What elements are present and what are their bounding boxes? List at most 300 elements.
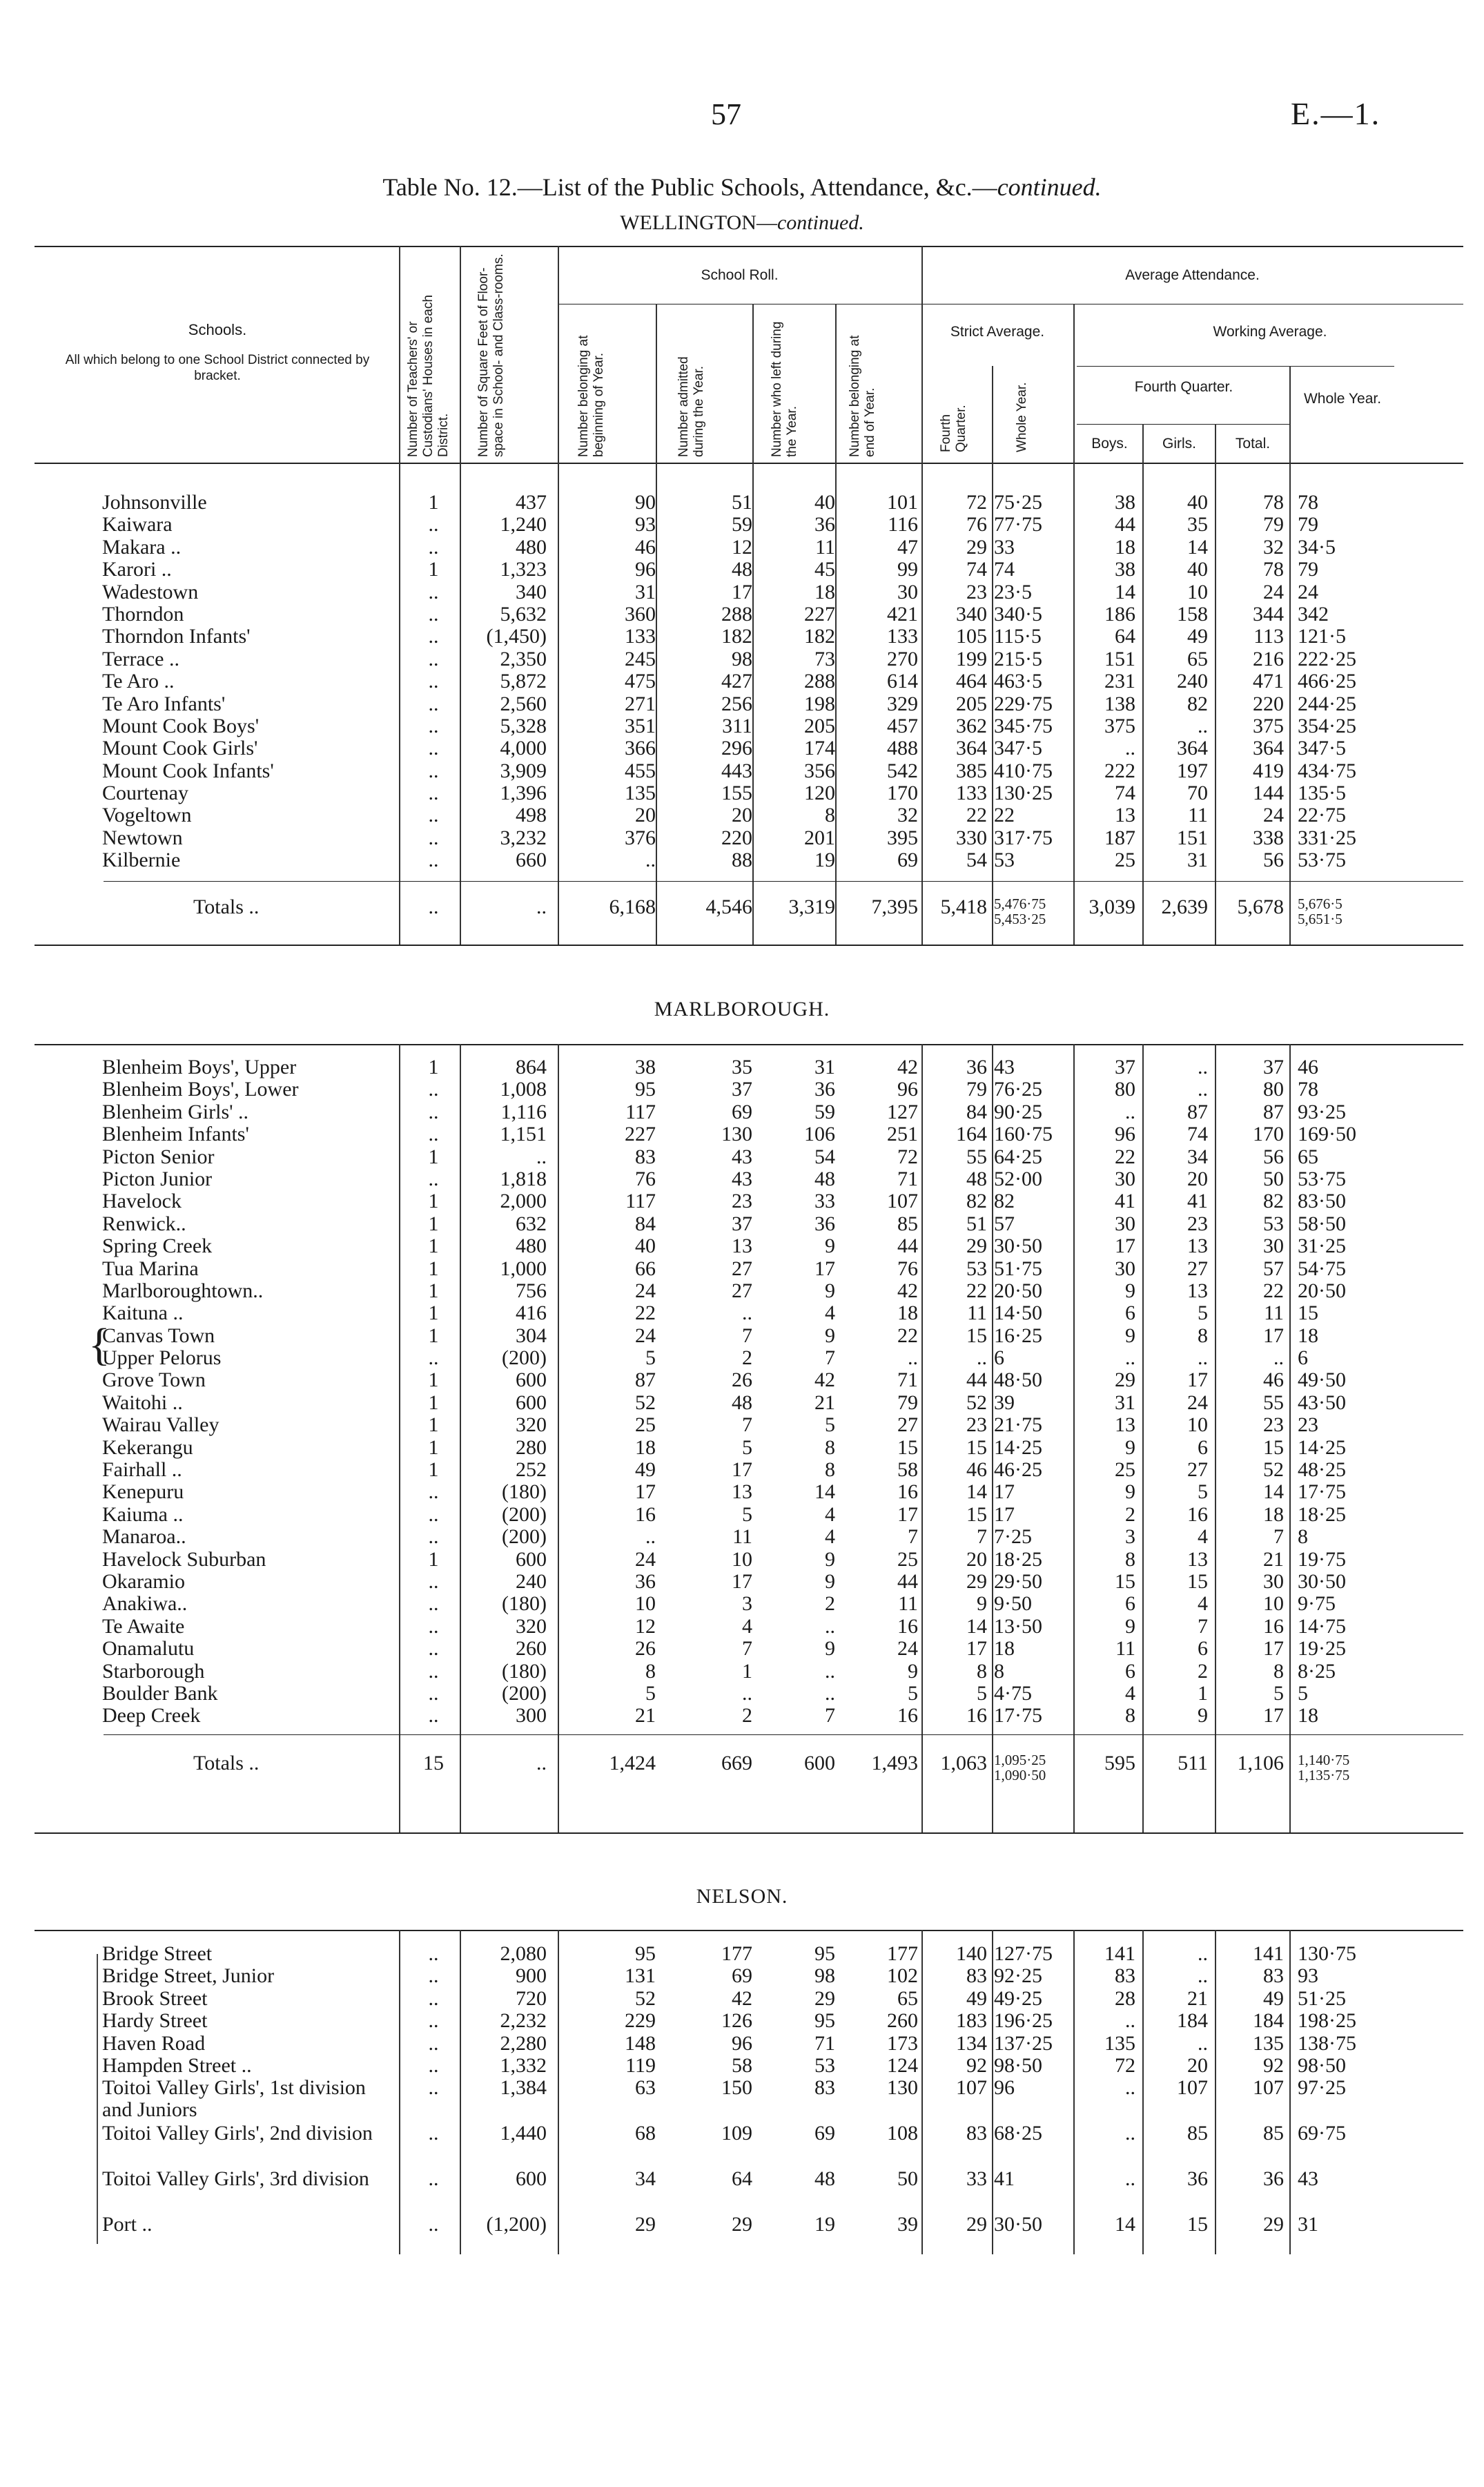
cell-sq: 107 [956,2076,987,2100]
cell-sy: 98·50 [994,2053,1042,2077]
table-row [0,581,1484,603]
cell-sq: 15 [966,1435,987,1459]
cell-a: 5 [742,1502,752,1526]
cell-f: 1,240 [500,513,547,536]
cell-b: 31 [635,580,656,603]
cell-l: 48 [814,2167,835,2191]
cell-f: (180) [502,1480,547,1504]
cell-h: .. [428,714,439,737]
cell-h: .. [428,1592,439,1616]
table-title-main: Table No. 12.—List of the Public Schools, Attendance, &c.— [382,173,997,201]
table-row [0,804,1484,826]
wellington-totals [0,896,1484,938]
cell-wt: 79 [1263,513,1284,536]
cell-wt: 78 [1263,558,1284,581]
cell-wb: 31 [1115,1391,1135,1414]
cell-sy: 229·75 [994,692,1053,715]
cell-b: 18 [635,1435,656,1459]
cell-a: 59 [732,513,752,536]
cell-wt: 23 [1263,1413,1284,1437]
cell-sq: 79 [966,1078,987,1101]
cell-sy: 43 [994,1056,1015,1078]
cell-a: 427 [721,670,752,693]
cell-wt: 30 [1263,1235,1284,1258]
cell-wy: 198·25 [1298,2009,1356,2033]
cell-b: .. [645,1525,656,1549]
total-sy2: 5,453·25 [994,911,1046,927]
cell-sy: 33 [994,535,1015,559]
cell-l: 19 [814,2213,835,2236]
cell-sy: 17 [994,1502,1015,1526]
total-header: Total. [1235,436,1271,452]
cell-e: 17 [897,1502,918,1526]
cell-wt: 141 [1253,1942,1284,1965]
cell-sq: 83 [966,1964,987,1988]
cell-h: .. [428,1525,439,1549]
nelson-top-rule [35,1930,1463,1931]
cell-h: .. [428,1704,439,1728]
cell-l: 356 [804,759,835,782]
cell-f: 252 [516,1458,547,1482]
cell-b: 76 [635,1167,656,1190]
table-row [0,1369,1484,1391]
school-name: Thorndon Infants' [102,625,251,648]
cell-b: 366 [625,737,656,760]
table-row [0,1168,1484,1190]
cell-h: 1 [428,1279,439,1302]
document-code: E.—1. [1291,96,1381,131]
cell-wt: .. [1273,1346,1284,1370]
nelson-rows [0,1943,1484,2236]
table-row [0,1190,1484,1212]
working-whole-year-header: Whole Year. [1303,391,1382,407]
cell-sq: 44 [966,1368,987,1392]
cell-wg: 85 [1187,2122,1208,2145]
cell-wy: 342 [1298,602,1329,626]
table-row [0,1965,1484,1987]
cell-sq: 15 [966,1324,987,1347]
total-b: 6,168 [609,896,656,918]
cell-e: 270 [887,647,918,670]
cell-sq: 330 [956,826,987,849]
cell-h: .. [428,580,439,603]
cell-l: 7 [825,1704,835,1728]
cell-f: 900 [516,1964,547,1988]
cell-wg: 1 [1198,1681,1208,1705]
cell-f: 280 [516,1435,547,1459]
cell-wt: 21 [1263,1547,1284,1571]
cell-l: 201 [804,826,835,849]
school-name: Manaroa.. [102,1525,186,1549]
cell-wt: 17 [1263,1637,1284,1661]
cell-l: 4 [825,1502,835,1526]
average-attendance-header: Average Attendance. [1125,267,1260,283]
cell-sy: 317·75 [994,826,1053,849]
cell-wg: 15 [1187,2213,1208,2236]
cell-sq: 29 [966,2213,987,2236]
cell-f: 2,000 [500,1190,547,1213]
cell-sy: 20·50 [994,1279,1042,1302]
wellington-totals-rule [104,881,1463,882]
cell-sq: 140 [956,1942,987,1965]
cell-a: 69 [732,1100,752,1123]
cell-h: .. [428,1167,439,1190]
school-name: Havelock Suburban [102,1547,266,1571]
cell-l: 227 [804,602,835,626]
cell-f: 720 [516,1986,547,2010]
table-row [0,1325,1484,1347]
cell-f: 1,151 [500,1123,547,1146]
table-row [0,1302,1484,1324]
table-row [0,2168,1484,2214]
cell-f: 480 [516,1235,547,1258]
cell-f: (1,200) [486,2213,547,2236]
cell-h: 1 [428,1547,439,1571]
cell-l: 54 [814,1145,835,1168]
cell-h: .. [428,1659,439,1683]
marlborough-totals-rule [104,1734,1463,1735]
cell-f: 304 [516,1324,547,1347]
cell-l: 83 [814,2076,835,2100]
cell-wy: 34·5 [1298,535,1336,559]
cell-h: .. [428,692,439,715]
cell-wg: 70 [1187,782,1208,805]
cell-f: 1,116 [500,1100,547,1123]
cell-h: 1 [428,1435,439,1459]
cell-wy: 49·50 [1298,1368,1346,1392]
cell-l: 59 [814,1100,835,1123]
cell-f: 1,440 [500,2122,547,2145]
table-row [0,536,1484,559]
cell-a: 7 [742,1413,752,1437]
cell-l: 14 [814,1480,835,1504]
cell-sy: 340·5 [994,602,1042,626]
total-l: 600 [804,1752,835,1774]
cell-wt: 14 [1263,1480,1284,1504]
cell-wy: 22·75 [1298,804,1346,827]
cell-sy: 49·25 [994,1986,1042,2010]
cell-b: 29 [635,2213,656,2236]
table-row [0,1213,1484,1235]
table-row [0,1123,1484,1145]
cell-wb: 9 [1125,1324,1135,1347]
cell-l: 9 [825,1547,835,1571]
cell-wb: .. [1125,2076,1135,2100]
cell-sy: 74 [994,558,1015,581]
cell-sy: 7·25 [994,1525,1032,1549]
cell-wt: 57 [1263,1257,1284,1280]
cell-wy: 466·25 [1298,670,1356,693]
total-a: 669 [721,1752,752,1774]
school-name: Terrace .. [102,647,179,670]
cell-h: 1 [428,1056,439,1078]
cell-a: 96 [732,2031,752,2055]
cell-a: 98 [732,647,752,670]
total-e: 7,395 [871,896,918,918]
cell-l: 40 [814,491,835,514]
school-name: Blenheim Boys', Lower [102,1078,299,1101]
cell-b: 5 [645,1346,656,1370]
cell-sq: 15 [966,1502,987,1526]
cell-f: 1,818 [500,1167,547,1190]
cell-b: 20 [635,804,656,827]
cell-a: 126 [721,2009,752,2033]
cell-a: 150 [721,2076,752,2100]
total-wy-pair [1298,1752,1394,1783]
cell-a: 5 [742,1435,752,1459]
cell-l: 19 [814,849,835,872]
cell-l: 205 [804,714,835,737]
cell-f: 320 [516,1614,547,1638]
cell-wg: 49 [1187,625,1208,648]
cell-a: 13 [732,1235,752,1258]
cell-sq: 364 [956,737,987,760]
cell-sq: 74 [966,558,987,581]
totals-row [0,896,1484,938]
cell-f: 2,560 [500,692,547,715]
cell-b: 49 [635,1458,656,1482]
cell-wg: .. [1198,1056,1208,1078]
total-label: Totals .. [193,896,260,918]
cell-e: 16 [897,1614,918,1638]
cell-wt: 78 [1263,491,1284,514]
cell-b: 360 [625,602,656,626]
cell-l: 33 [814,1190,835,1213]
cell-f: 2,232 [500,2009,547,2033]
cell-b: 117 [625,1190,656,1213]
cell-sq: 29 [966,1235,987,1258]
cell-wt: 30 [1263,1569,1284,1593]
school-name: Tua Marina [102,1257,199,1280]
cell-h: .. [428,1637,439,1661]
cell-b: 90 [635,491,656,514]
cell-h: .. [428,804,439,827]
cell-sy: 21·75 [994,1413,1042,1437]
table-row [0,514,1484,536]
cell-h: .. [428,602,439,626]
cell-wg: .. [1198,2031,1208,2055]
cell-sy: 14·50 [994,1301,1042,1325]
cell-wg: 10 [1187,580,1208,603]
cell-l: 2 [825,1592,835,1616]
totals-row [0,1752,1484,1794]
school-name: Toitoi Valley Girls', 1st division and Juniors [102,2076,366,2122]
cell-b: 26 [635,1637,656,1661]
cell-wy: 20·50 [1298,1279,1346,1302]
table-row [0,1616,1484,1638]
table-row [0,1056,1484,1078]
cell-b: 66 [635,1257,656,1280]
cell-wg: 34 [1187,1145,1208,1168]
cell-sy: 96 [994,2076,1015,2100]
table-row [0,492,1484,514]
cell-sy: 48·50 [994,1368,1042,1392]
cell-e: 5 [908,1681,918,1705]
cell-f: 416 [516,1301,547,1325]
cell-wt: 92 [1263,2053,1284,2077]
cell-e: 107 [887,1190,918,1213]
cell-wt: 344 [1253,602,1284,626]
cell-f: 600 [516,2167,547,2191]
cell-wg: 21 [1187,1986,1208,2010]
table-row [0,2122,1484,2168]
cell-wg: 13 [1187,1547,1208,1571]
cell-wt: 17 [1263,1324,1284,1347]
cell-f: (180) [502,1592,547,1616]
cell-e: 177 [887,1942,918,1965]
cell-l: 73 [814,647,835,670]
total-wy2: 1,135·75 [1298,1767,1350,1783]
cell-h: .. [428,647,439,670]
cell-sy: 8 [994,1659,1004,1683]
cell-l: .. [825,1681,835,1705]
cell-wg: 184 [1177,2009,1208,2033]
cell-sq: 51 [966,1212,987,1235]
cell-a: 256 [721,692,752,715]
table-row [0,849,1484,871]
table-row [0,670,1484,693]
header-bottom-rule [35,463,1463,464]
cell-b: 5 [645,1681,656,1705]
cell-wg: 4 [1198,1592,1208,1616]
cell-b: 229 [625,2009,656,2033]
cell-e: 488 [887,737,918,760]
roll-end-header: Number belonging at end of Year. [848,335,877,457]
cell-a: 27 [732,1257,752,1280]
school-name: Picton Junior [102,1167,213,1190]
cell-wy: 8·25 [1298,1659,1336,1683]
cell-f: 1,323 [500,558,547,581]
cell-l: 9 [825,1637,835,1661]
cell-sy: 64·25 [994,1145,1042,1168]
cell-a: .. [742,1681,752,1705]
cell-a: 4 [742,1614,752,1638]
cell-f: 2,080 [500,1942,547,1965]
cell-sq: 199 [956,647,987,670]
table-row [0,827,1484,849]
cell-wb: 6 [1125,1592,1135,1616]
cell-sy: 30·50 [994,1235,1042,1258]
cell-sq: 105 [956,625,987,648]
total-label: Totals .. [193,1752,260,1774]
cell-b: 21 [635,1704,656,1728]
cell-wg: 6 [1198,1435,1208,1459]
cell-wb: 375 [1104,714,1135,737]
total-wb: 595 [1104,1752,1135,1774]
cell-e: 116 [888,513,918,536]
cell-wt: 419 [1253,759,1284,782]
cell-e: 58 [897,1458,918,1482]
cell-wt: 87 [1263,1100,1284,1123]
cell-b: 376 [625,826,656,849]
cell-wt: 22 [1263,1279,1284,1302]
table-row [0,1593,1484,1615]
cell-l: 69 [814,2122,835,2145]
table-row [0,782,1484,804]
school-name: Boulder Bank [102,1681,218,1705]
total-wy: 5,676·5 [1298,896,1343,912]
school-name: Kaituna .. [102,1301,184,1325]
cell-f: 5,872 [500,670,547,693]
cell-a: 42 [732,1986,752,2010]
cell-h: 1 [428,1413,439,1437]
cell-e: 11 [898,1592,918,1616]
school-name: Kenepuru [102,1480,184,1504]
cell-wy: 53·75 [1298,849,1346,872]
cell-wt: 24 [1263,804,1284,827]
cell-h: .. [428,826,439,849]
cell-h: 1 [428,1301,439,1325]
cell-wb: 9 [1125,1279,1135,1302]
cell-wt: 216 [1253,647,1284,670]
cell-wb: 8 [1125,1547,1135,1571]
boys-girls-rule [1077,424,1291,425]
cell-e: 99 [897,558,918,581]
cell-l: 29 [814,1986,835,2010]
cell-wy: 54·75 [1298,1257,1346,1280]
cell-sy: 196·25 [994,2009,1053,2033]
cell-wy: 14·75 [1298,1614,1346,1638]
total-sy-pair [994,896,1070,927]
table-row [0,1101,1484,1123]
cell-wb: 74 [1115,782,1135,805]
cell-f: (200) [502,1346,547,1370]
school-name: Makara .. [102,535,182,559]
cell-e: 421 [887,602,918,626]
cell-sq: 14 [966,1480,987,1504]
roll-left-header: Number who left during the Year. [770,321,799,457]
cell-wb: 13 [1115,804,1135,827]
school-name: Hampden Street .. [102,2053,252,2077]
cell-b: 24 [635,1279,656,1302]
cell-wt: 56 [1263,849,1284,872]
cell-wb: .. [1125,2167,1135,2191]
cell-b: 63 [635,2076,656,2100]
cell-e: 96 [897,1078,918,1101]
school-name: Okaramio [102,1569,185,1593]
cell-wy: 83·50 [1298,1190,1346,1213]
cell-sy: 23·5 [994,580,1032,603]
cell-a: 7 [742,1637,752,1661]
cell-wb: 6 [1125,1659,1135,1683]
cell-wg: 16 [1187,1502,1208,1526]
school-name: Courtenay [102,782,188,805]
cell-wb: 6 [1125,1301,1135,1325]
cell-l: 182 [804,625,835,648]
cell-l: 98 [814,1964,835,1988]
cell-wg: 5 [1198,1301,1208,1325]
total-sy: 5,476·75 [994,896,1046,912]
cell-sy: 13·50 [994,1614,1042,1638]
cell-h: .. [428,535,439,559]
cell-h: 1 [428,1235,439,1258]
cell-sq: 33 [966,2167,987,2191]
table-row [0,1683,1484,1705]
cell-sy: 160·75 [994,1123,1053,1146]
cell-wt: 29 [1263,2213,1284,2236]
cell-wb: 3 [1125,1525,1135,1549]
cell-e: 18 [897,1301,918,1325]
cell-e: 27 [897,1413,918,1437]
cell-wt: 107 [1253,2076,1284,2100]
cell-a: 13 [732,1480,752,1504]
cell-a: 109 [721,2122,752,2145]
table-row [0,2214,1484,2236]
table-row [0,559,1484,581]
school-name: Blenheim Infants' [102,1123,249,1146]
cell-wg: 107 [1177,2076,1208,2100]
cell-sy: 92·25 [994,1964,1042,1988]
